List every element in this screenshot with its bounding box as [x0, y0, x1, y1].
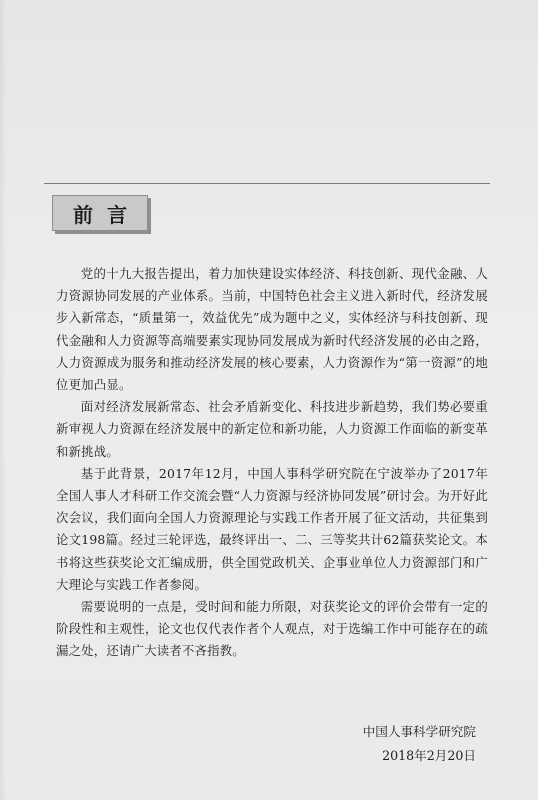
paragraph-1: 党的十九大报告提出，着力加快建设实体经济、科技创新、现代金融、人力资源协同发展的产业体系。当前，中国特色社会主义进入新时代，经济发展步入新常态，“质量第一，效益优先”成为题中之义，实体经济与科技创新、现代金融和人力资源等高端要素实现协同发展成为新时代经济发展的必由之路，人力资源成为服务和推动经济发展的核心要素，人力资源作为“第一资源”的地位更加凸显。 — [56, 266, 488, 393]
signature-date: 2018年2月20日 — [382, 748, 476, 763]
paragraph-4: 需要说明的一点是，受时间和能力所限，对获奖论文的评价会带有一定的阶段性和主观性，论文也仅代表作者个人观点，对于选编工作中可能存在的疏漏之处，还请广大读者不吝指教。 — [56, 599, 488, 659]
paragraph-3: 基于此背景，2017年12月，中国人事科学研究院在宁波举办了2017年全国人事人才科研工作交流会暨“人力资源与经济协同发展”研讨会。为开好此次会议，我们面向全国人力资源理论与实践工作者开展了征文活动，共征集到论文198篇。经过三轮评选，最终评出一、二、三等奖共计62篇获奖论文。本书将这些获奖论文汇编成册，供全国党政机关、企事业单位人力资源部门和广大理论与实践工作者参阅。 — [56, 465, 488, 592]
heading-box — [52, 195, 148, 231]
paragraph-2: 面对经济发展新常态、社会矛盾新变化、科技进步新趋势，我们势必要重新审视人力资源在经济发展中的新定位和新功能，人力资源工作面临的新变革和新挑战。 — [56, 399, 488, 459]
page-title: 前言 — [73, 202, 141, 227]
signature-organization: 中国人事科学研究院 — [362, 724, 476, 739]
preface-body — [56, 263, 488, 663]
horizontal-rule — [44, 183, 490, 184]
page-edge-shadow — [0, 0, 6, 800]
